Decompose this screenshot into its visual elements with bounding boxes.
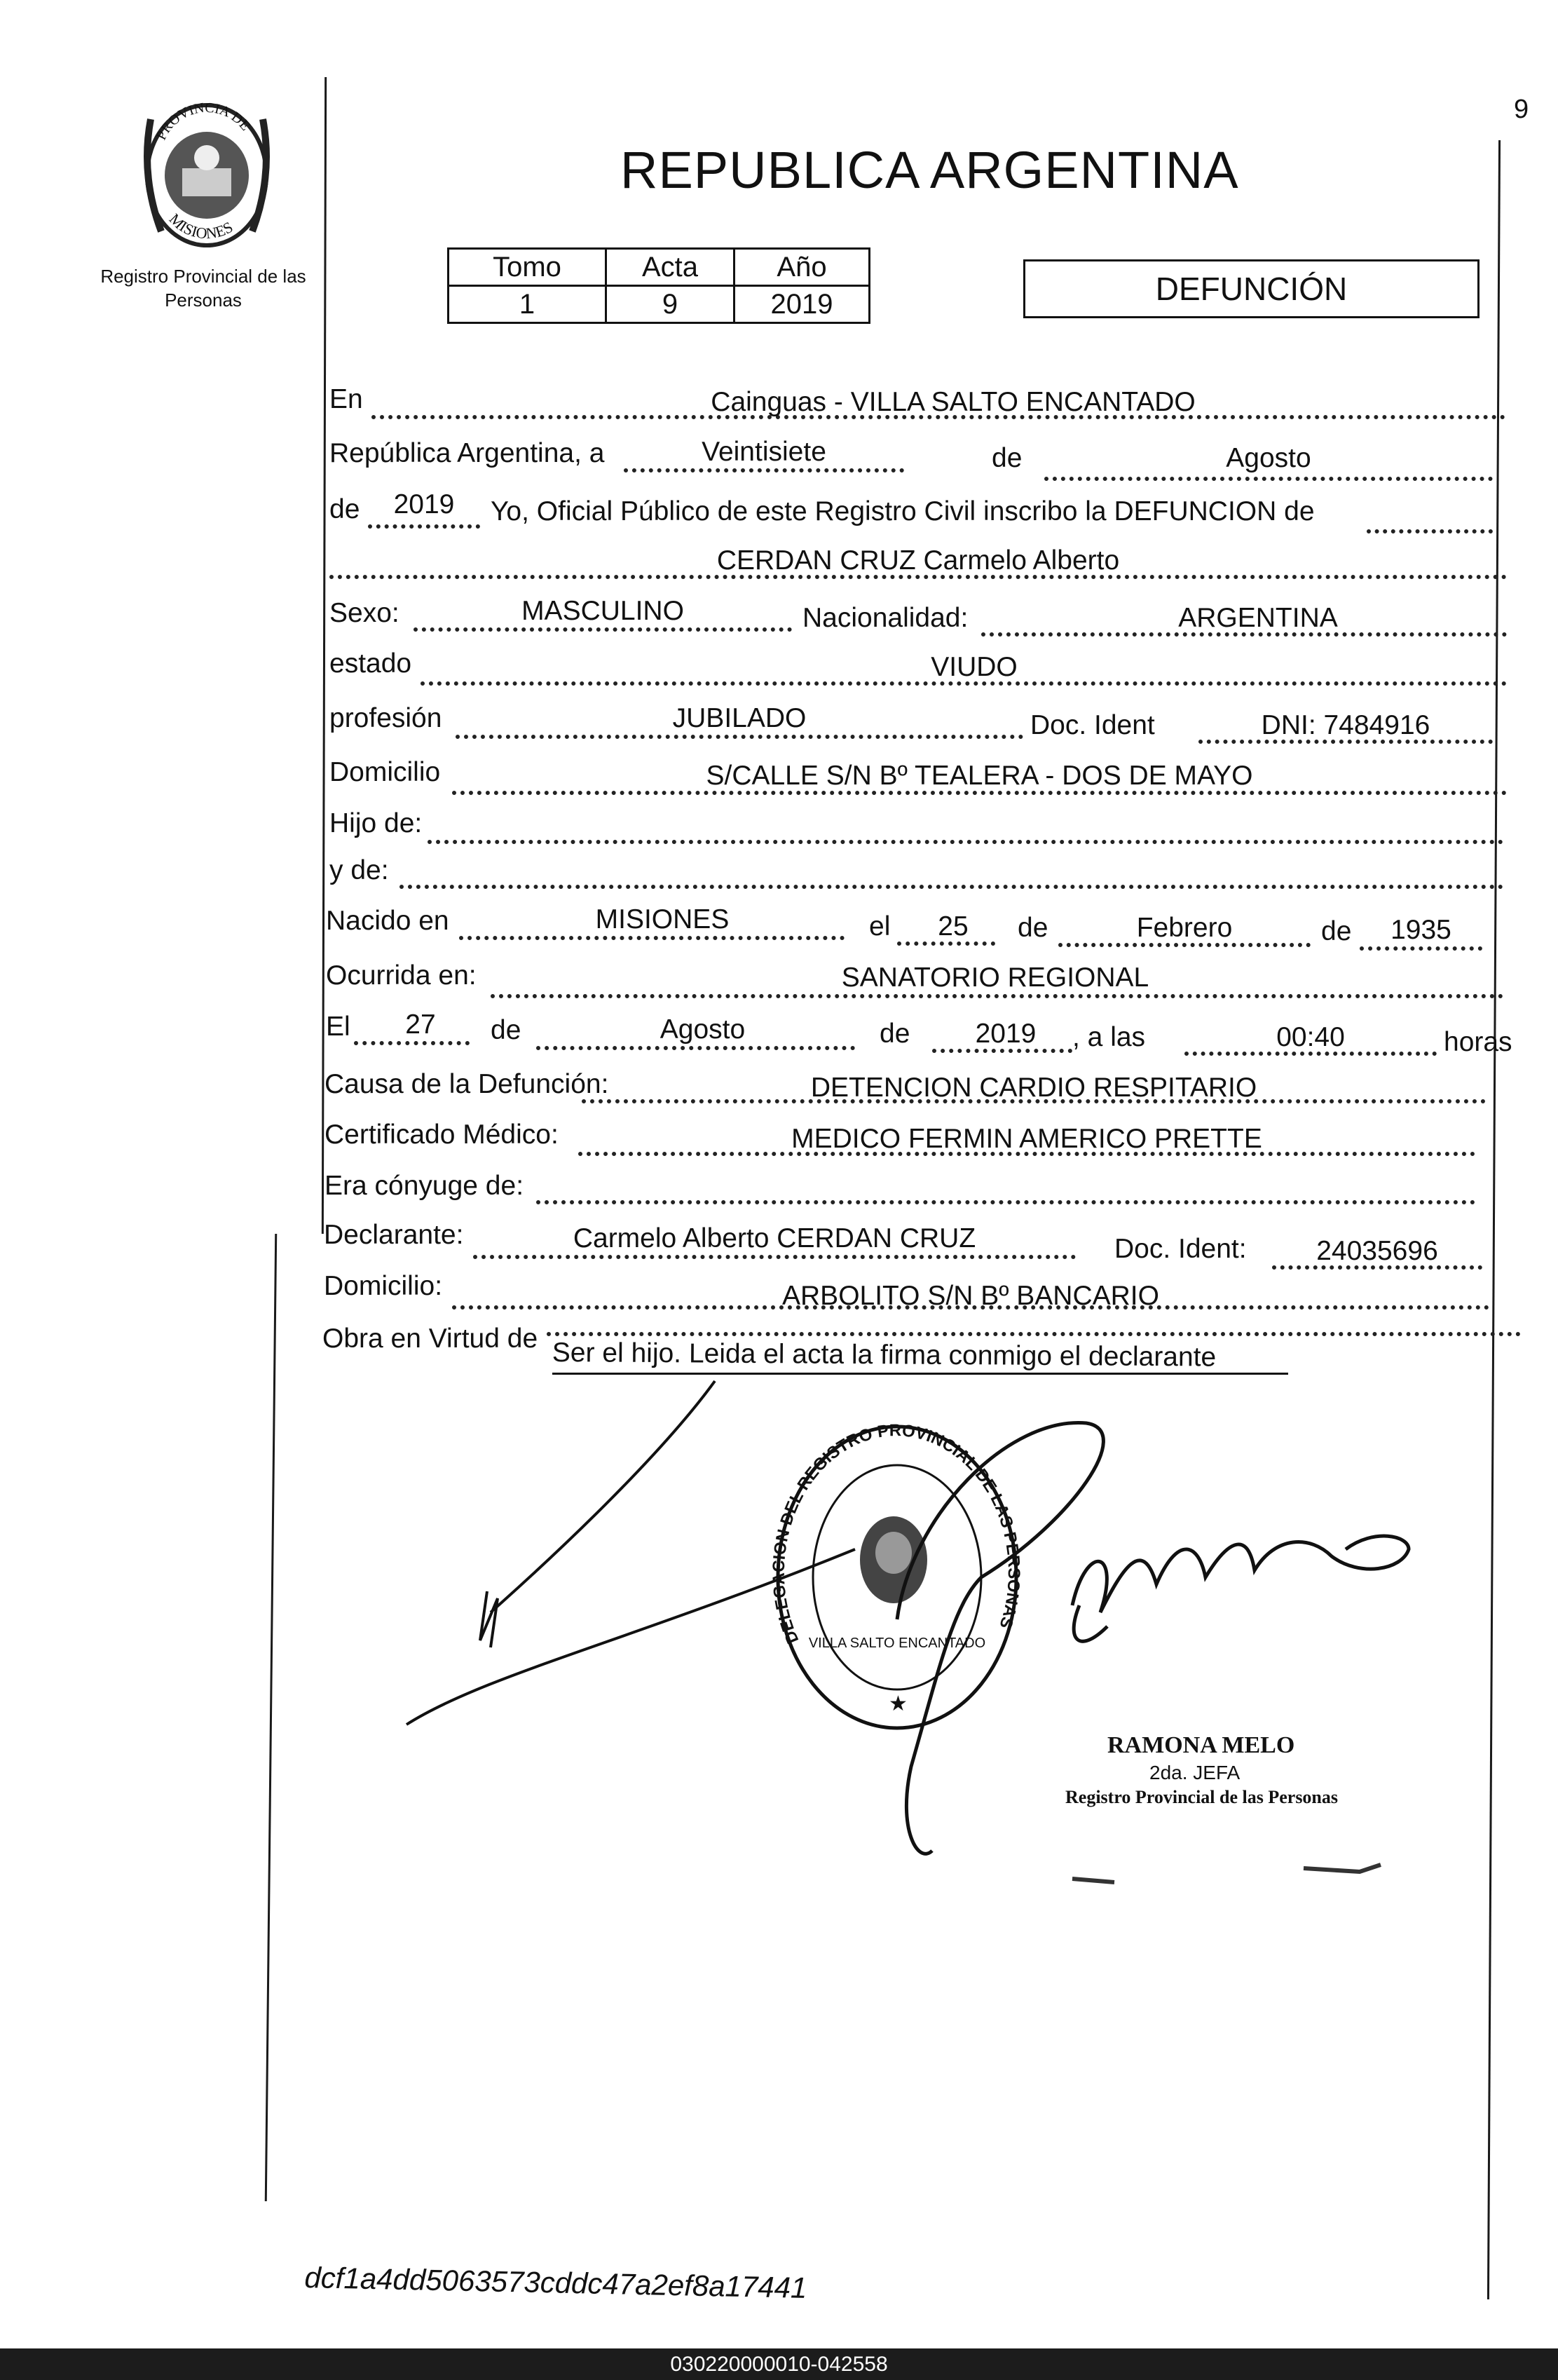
left-margin-line-lower — [265, 1234, 277, 2201]
footer-code: 030220000010-042558 — [0, 2348, 1558, 2380]
record-table — [447, 247, 870, 324]
declarante-domicilio-label: Domicilio: — [324, 1271, 443, 1301]
estado-label: estado — [329, 648, 412, 679]
stamp-ring-text: DELEGACION DEL REGISTRO PROVINCIAL DE LAS PERSONAS — [769, 1421, 1023, 1647]
dotted-line — [1367, 529, 1493, 533]
document-hash: dcf1a4dd5063573cddc47a2ef8a17441 — [304, 2261, 807, 2305]
document-type-box: DEFUNCIÓN — [1023, 259, 1480, 318]
obra-label: Obra en Virtud de — [322, 1324, 538, 1354]
domicilio-label: Domicilio — [329, 757, 441, 787]
dotted-line — [459, 936, 845, 940]
seal-bottom-text: MISIONES — [165, 210, 236, 243]
dotted-line — [1044, 477, 1493, 481]
de-label: de — [880, 1019, 910, 1049]
anio-value: 2019 — [734, 286, 870, 323]
declarante-doc-label: Doc. Ident: — [1114, 1234, 1247, 1264]
anio-header: Año — [734, 249, 870, 286]
sexo-value: MASCULINO — [521, 596, 684, 626]
declarante-doc-value: 24035696 — [1316, 1236, 1438, 1266]
dotted-line — [368, 524, 480, 529]
birth-month-value: Febrero — [1136, 913, 1233, 943]
page-number: 9 — [1514, 95, 1529, 124]
dotted-line — [456, 735, 1023, 739]
day-words-value: Veintisiete — [702, 437, 826, 467]
inscribe-text: Yo, Oficial Público de este Registro Civil inscribo la DEFUNCION de — [491, 496, 1315, 526]
nacionalidad-label: Nacionalidad: — [802, 603, 969, 633]
stamp-smudge — [1304, 1865, 1381, 1872]
death-year-value: 2019 — [975, 1019, 1037, 1049]
de-label: de — [1321, 916, 1352, 946]
estado-value: VIUDO — [931, 652, 1018, 682]
dotted-line — [414, 627, 792, 632]
dotted-line — [624, 468, 904, 472]
dotted-line — [354, 1041, 470, 1045]
declarante-domicilio-value: ARBOLITO S/N Bº BANCARIO — [782, 1281, 1159, 1311]
profesion-value: JUBILADO — [672, 703, 807, 733]
tomo-header: Tomo — [449, 249, 606, 286]
official-name: RAMONA MELO — [1107, 1732, 1295, 1758]
ocurrida-en-label: Ocurrida en: — [326, 960, 477, 991]
official-title: 2da. JEFA — [1149, 1762, 1241, 1783]
nacido-en-value: MISIONES — [595, 904, 730, 934]
left-margin-line — [322, 77, 327, 1234]
stamp-star-icon: ★ — [889, 1692, 908, 1715]
dotted-line — [536, 1200, 1475, 1204]
tomo-value: 1 — [449, 286, 606, 323]
horas-label: horas — [1444, 1027, 1512, 1057]
dotted-line — [399, 885, 1503, 889]
death-day-value: 27 — [405, 1009, 436, 1040]
el-label: el — [869, 911, 891, 941]
de-label: de — [1018, 913, 1048, 943]
dotted-line — [536, 1046, 855, 1050]
certificado-value: MEDICO FERMIN AMERICO PRETTE — [791, 1124, 1262, 1154]
signature-area — [378, 1374, 1472, 1963]
causa-value: DETENCION CARDIO RESPITARIO — [810, 1073, 1257, 1103]
official-office: Registro Provincial de las Personas — [1065, 1787, 1339, 1807]
doc-ident-value: DNI: 7484916 — [1261, 710, 1430, 740]
stamp-inner-text: VILLA SALTO ENCANTADO — [808, 1636, 986, 1651]
stamp-smudge — [1072, 1879, 1114, 1882]
province-seal-logo — [133, 91, 280, 252]
page-title: REPUBLICA ARGENTINA — [620, 141, 1239, 199]
en-label: En — [329, 384, 363, 414]
death-time-value: 00:40 — [1276, 1022, 1345, 1052]
nacido-en-label: Nacido en — [326, 906, 449, 936]
doc-ident-label: Doc. Ident — [1030, 710, 1155, 740]
month-value: Agosto — [1226, 443, 1311, 473]
domicilio-value: S/CALLE S/N Bº TEALERA - DOS DE MAYO — [706, 761, 1253, 791]
de-label: de — [992, 443, 1023, 473]
acta-value: 9 — [606, 286, 734, 323]
obra-text: Ser el hijo. Leida el acta la firma conmigo el declarante — [552, 1338, 1217, 1373]
place-value: Cainguas - VILLA SALTO ENCANTADO — [711, 387, 1196, 417]
certificado-label: Certificado Médico: — [324, 1120, 559, 1150]
birth-day-value: 25 — [938, 911, 969, 941]
ocurrida-en-value: SANATORIO REGIONAL — [841, 963, 1149, 993]
nacionalidad-value: ARGENTINA — [1178, 603, 1338, 633]
birth-year-value: 1935 — [1390, 915, 1451, 945]
causa-label: Causa de la Defunción: — [324, 1069, 609, 1099]
dotted-line — [473, 1255, 1076, 1259]
republica-label: República Argentina, a — [329, 438, 605, 468]
profesion-label: profesión — [329, 703, 442, 733]
dotted-line — [428, 840, 1503, 844]
hijo-de-label: Hijo de: — [329, 808, 423, 838]
deceased-name-value: CERDAN CRUZ Carmelo Alberto — [716, 545, 1120, 576]
declarante-label: Declarante: — [324, 1220, 464, 1250]
registry-caption: Registro Provincial de las Personas — [100, 266, 306, 311]
dotted-line — [547, 1332, 1521, 1336]
de-label: de — [329, 494, 360, 524]
a-las-label: , a las — [1072, 1022, 1146, 1052]
conyuge-label: Era cónyuge de: — [324, 1171, 524, 1201]
sexo-label: Sexo: — [329, 598, 399, 628]
de-label: de — [491, 1015, 521, 1045]
declarante-value: Carmelo Alberto CERDAN CRUZ — [573, 1223, 976, 1253]
y-de-label: y de: — [329, 855, 389, 885]
El-label: El — [326, 1012, 350, 1042]
acta-header: Acta — [606, 249, 734, 286]
dotted-line — [491, 994, 1503, 998]
death-month-value: Agosto — [660, 1014, 746, 1045]
dotted-line — [1360, 946, 1482, 951]
seal-top-text: PROVINCIA DE — [153, 100, 254, 143]
year-value: 2019 — [393, 489, 455, 519]
